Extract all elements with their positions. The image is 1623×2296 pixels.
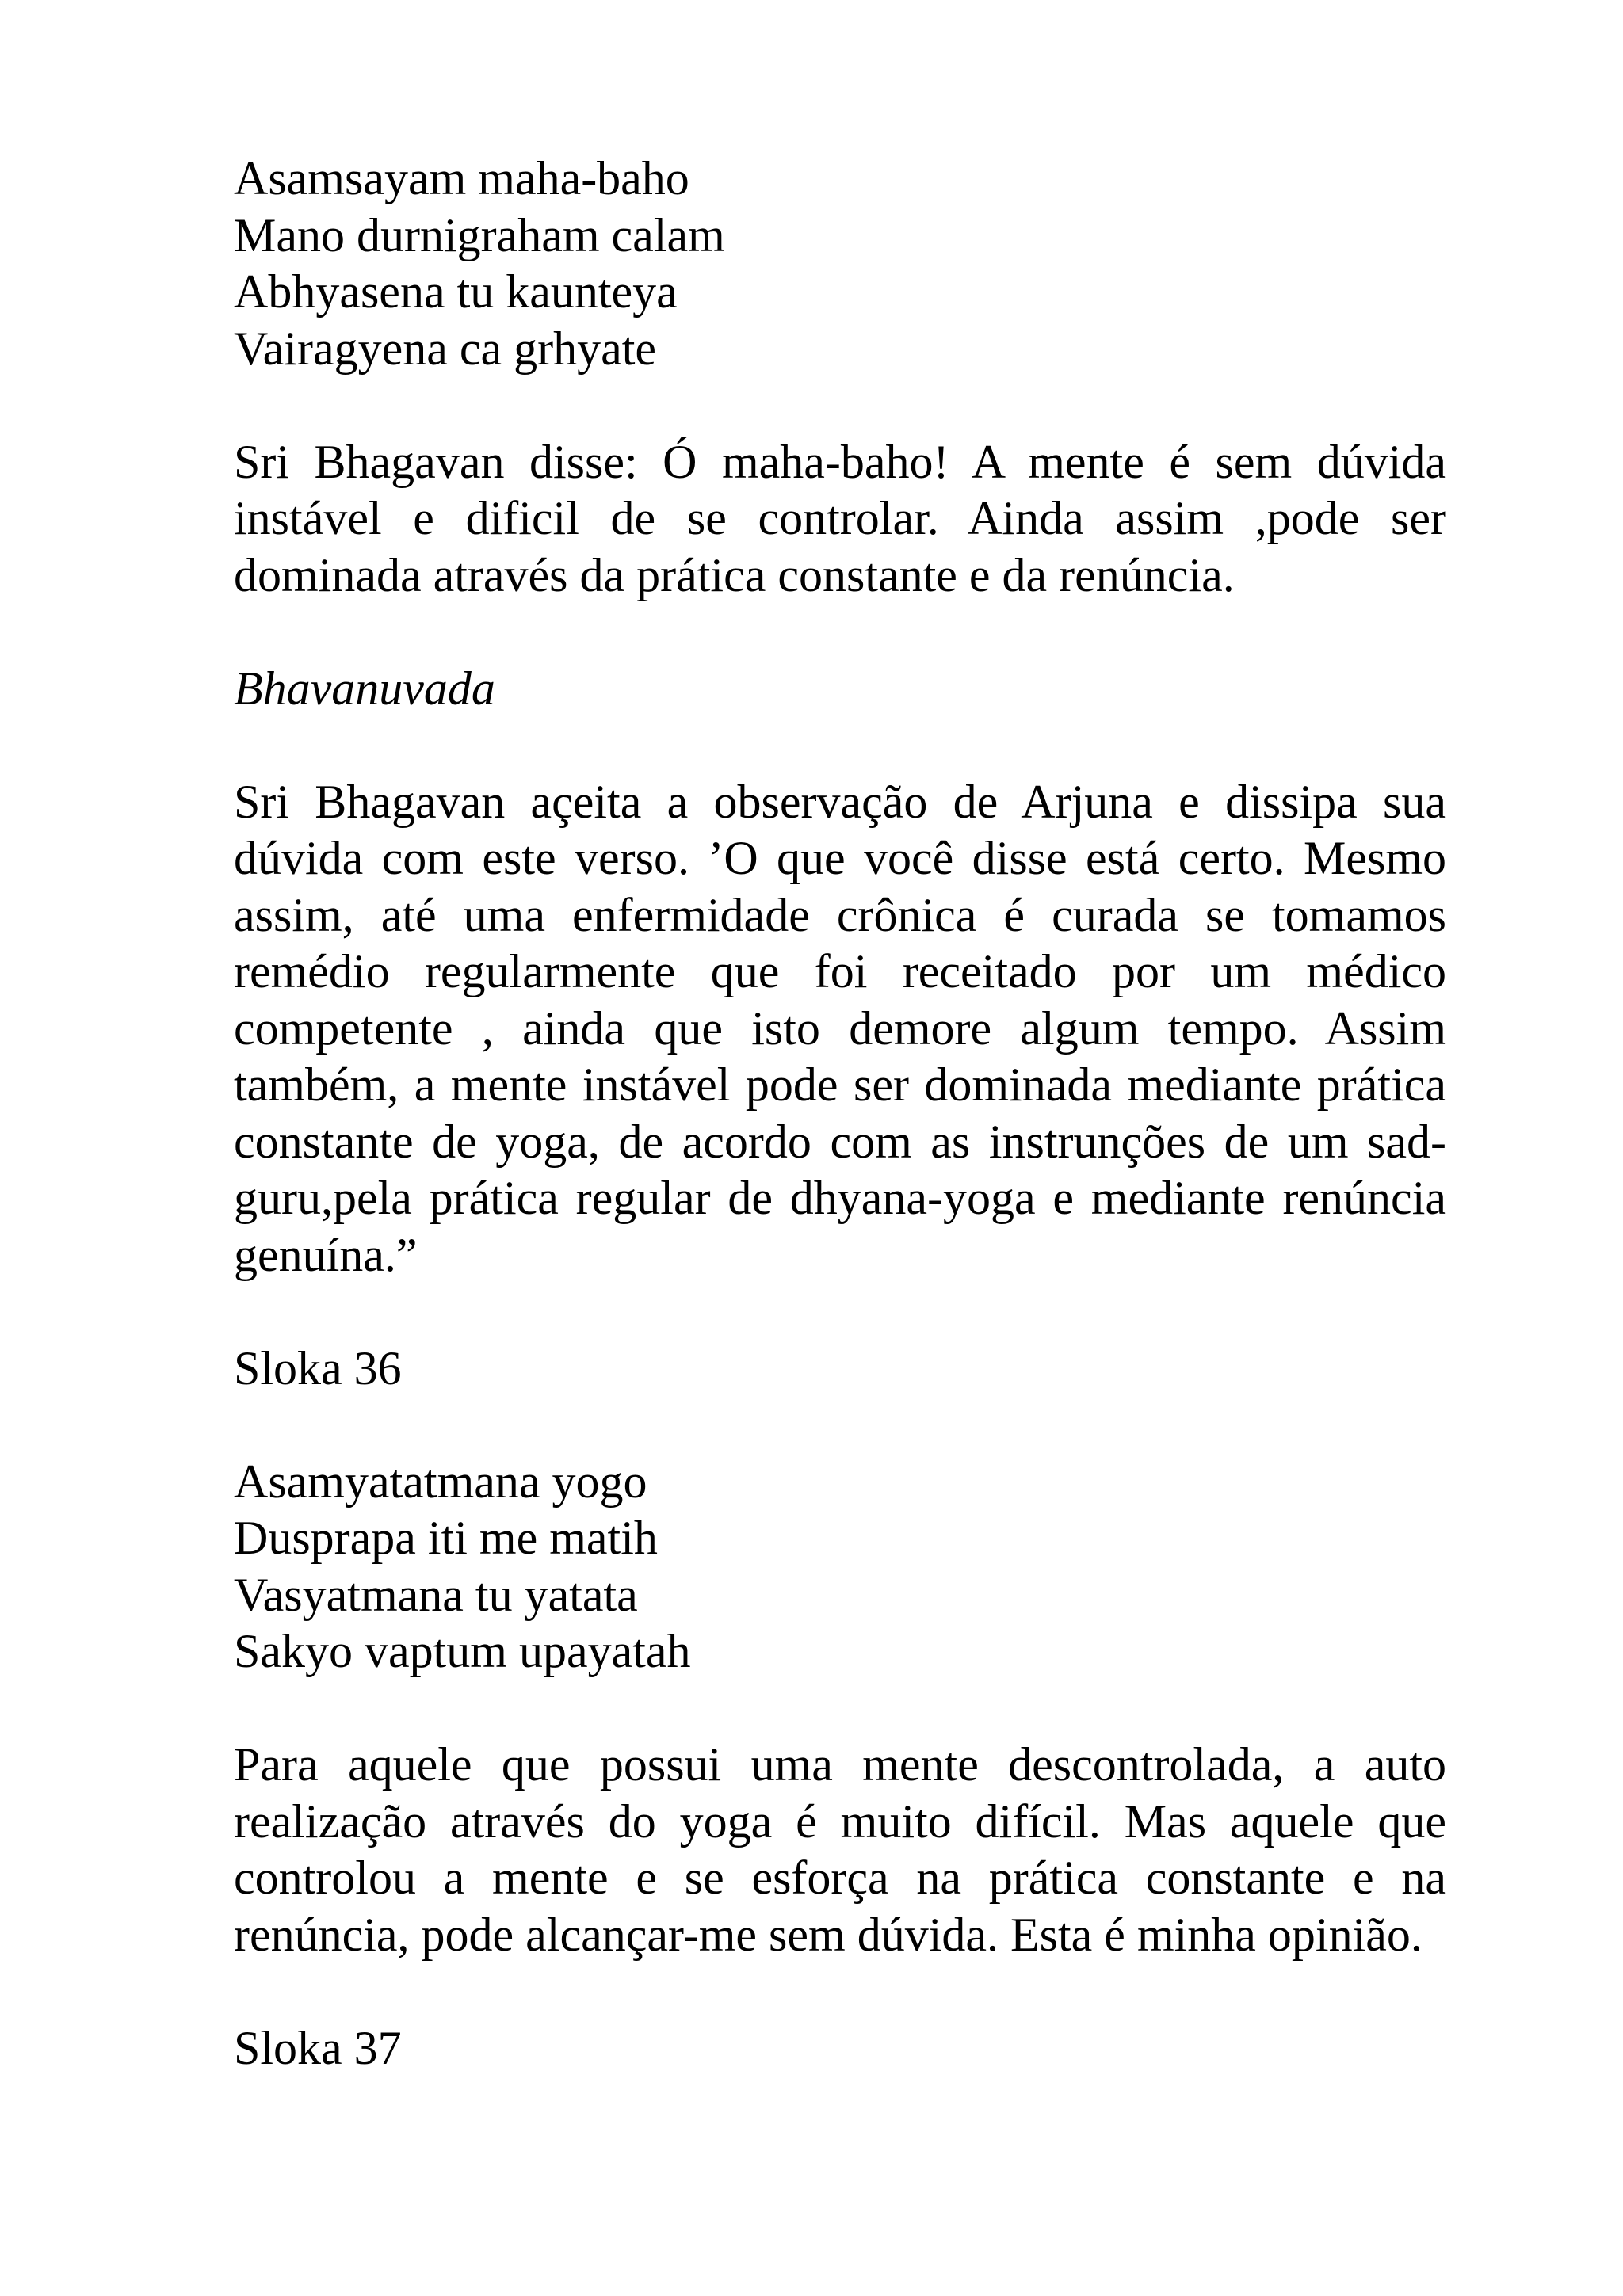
document-page [234,151,1446,2077]
spacer [234,1963,1446,2020]
translation-35: Sri Bhagavan disse: Ó maha-baho! A mente é sem dúvida instável e dificil de se controlar. Ainda assim ,pode ser dominada através da prática constante e da renúncia. [234,435,1446,601]
spacer [234,1680,1446,1737]
verse-line: Vairagyena ca grhyate [234,322,657,375]
translation-36: Para aquele que possui uma mente descontrolada, a auto realização através do yoga é muito difícil. Mas aquele que controlou a mente e se esforça na prática constante e na renúncia, pode alcançar-me sem dúvida. Esta é minha opinião. [234,1738,1446,1961]
verse-line: Mano durnigraham calam [234,208,725,261]
verse-line: Abhyasena tu kaunteya [234,265,678,318]
verse-36 [234,1454,1446,1680]
verse-line: Asamyatatmana yogo [234,1455,647,1508]
sloka-36-heading: Sloka 36 [234,1341,402,1394]
spacer [234,1397,1446,1454]
spacer [234,604,1446,661]
verse-line: Sakyo vaptum upayatah [234,1625,691,1677]
sloka-37-heading: Sloka 37 [234,2021,402,2074]
commentary-title: Bhavanuvada [234,662,495,715]
verse-line: Vasyatmana tu yatata [234,1568,638,1621]
verse-line: Dusprapa iti me matih [234,1512,658,1564]
spacer [234,377,1446,434]
commentary-paragraph: Sri Bhagavan açeita a observação de Arjuna e dissipa sua dúvida com este verso. ’O que você disse está certo. Mesmo assim, até uma enfermidade crônica é curada se tomamos remédio regularmente que foi receitado por um médico competente , ainda que isto demore algum tempo. Assim também, a mente instável pode ser dominada mediante prática constante de yoga, de acordo com as instrunções de um sad-guru,pela prática regular de dhyana-yoga e mediante renúncia genuína.” [234,775,1446,1281]
verse-35 [234,151,1446,377]
verse-line: Asamsayam maha-baho [234,152,689,204]
spacer [234,717,1446,774]
spacer [234,1283,1446,1341]
